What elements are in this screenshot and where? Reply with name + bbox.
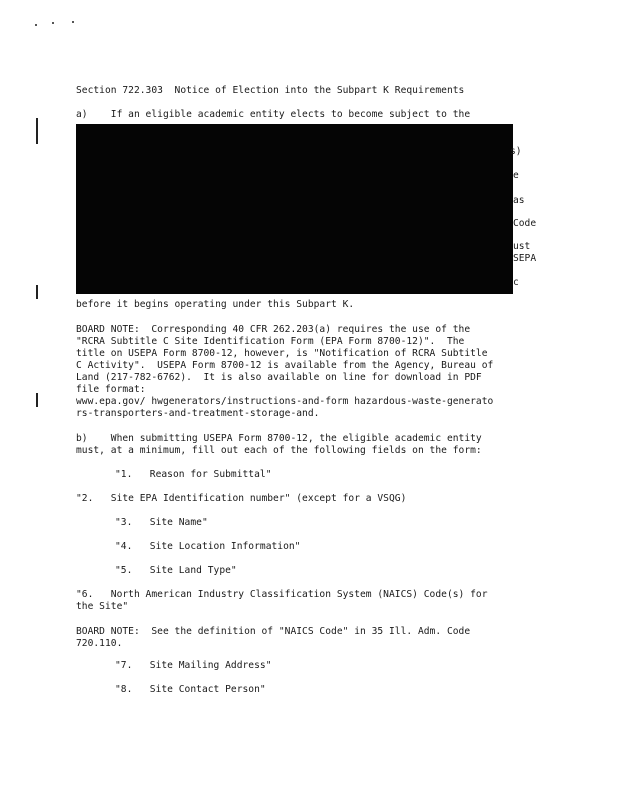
margin-change-bar bbox=[36, 285, 38, 299]
board-note-2-line: 720.110. bbox=[76, 638, 123, 649]
margin-change-bar bbox=[36, 393, 38, 407]
section-b-line: b) When submitting USEPA Form 8700-12, the eligible academic entity bbox=[76, 433, 482, 444]
section-a-last-line: before it begins operating under this Subpart K. bbox=[76, 299, 355, 310]
form-field-item: "6. North American Industry Classification System (NAICS) Code(s) for bbox=[76, 589, 488, 600]
board-note-1-url: rs-transporters-and-treatment-storage-and. bbox=[76, 408, 320, 419]
board-note-1-line: Land (217-782-6762). It is also available on line for download in PDF bbox=[76, 372, 482, 383]
form-field-item: "7. Site Mailing Address" bbox=[115, 660, 272, 671]
board-note-1-line: C Activity". USEPA Form 8700-12 is available from the Agency, Bureau of bbox=[76, 360, 494, 371]
section-a-fragment: Code bbox=[513, 218, 537, 229]
section-a-fragment: e bbox=[513, 170, 519, 181]
form-field-item: "2. Site EPA Identification number" (except for a VSQG) bbox=[76, 493, 407, 504]
board-note-1-line: BOARD NOTE: Corresponding 40 CFR 262.203(a) requires the use of the bbox=[76, 324, 471, 335]
section-a-line-1: a) If an eligible academic entity elects to become subject to the bbox=[76, 109, 471, 120]
form-field-item: "3. Site Name" bbox=[115, 517, 208, 528]
margin-change-bar bbox=[36, 118, 38, 144]
section-a-fragment: as bbox=[513, 195, 525, 206]
board-note-1-line: "RCRA Subtitle C Site Identification Form (EPA Form 8700-12)". The bbox=[76, 336, 465, 347]
form-field-item: "4. Site Location Information" bbox=[115, 541, 301, 552]
board-note-1-line: file format: bbox=[76, 384, 146, 395]
section-a-fragment: ust bbox=[513, 241, 531, 252]
section-a-fragment: c bbox=[513, 277, 519, 288]
form-field-item: "5. Site Land Type" bbox=[115, 565, 237, 576]
scan-speck bbox=[52, 22, 54, 24]
board-note-1-line: title on USEPA Form 8700-12, however, is "Notification of RCRA Subtitle bbox=[76, 348, 488, 359]
section-title: Section 722.303 Notice of Election into the Subpart K Requirements bbox=[76, 85, 465, 96]
section-b-line: must, at a minimum, fill out each of the following fields on the form: bbox=[76, 445, 482, 456]
scan-speck bbox=[72, 21, 74, 23]
form-field-item: the Site" bbox=[76, 601, 129, 612]
section-a-fragment: s) bbox=[510, 146, 522, 157]
form-field-item: "8. Site Contact Person" bbox=[115, 684, 266, 695]
redaction-block bbox=[76, 124, 513, 294]
board-note-1-url: www.epa.gov/ hwgenerators/instructions-and-form hazardous-waste-generato bbox=[76, 396, 494, 407]
board-note-2-line: BOARD NOTE: See the definition of "NAICS Code" in 35 Ill. Adm. Code bbox=[76, 626, 471, 637]
section-a-fragment: SEPA bbox=[513, 253, 537, 264]
form-field-item: "1. Reason for Submittal" bbox=[115, 469, 272, 480]
scan-speck bbox=[35, 24, 37, 26]
